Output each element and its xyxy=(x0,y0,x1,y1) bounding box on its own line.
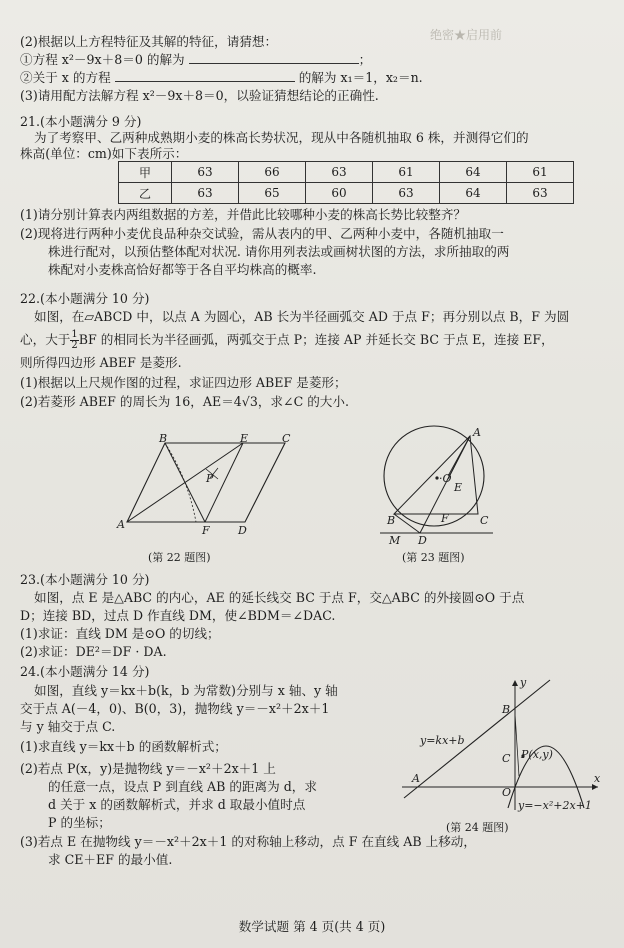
label-e: E xyxy=(454,481,463,494)
segment-oa xyxy=(448,436,470,476)
q24-part2-d: P 的坐标； xyxy=(48,815,111,830)
q24-stem-1: 如图，直线 y＝kx＋b(k，b 为常数)分别与 x 轴、y 轴 xyxy=(34,683,338,698)
q24-stem-3: 与 y 轴交于点 C. xyxy=(20,719,116,734)
q23-part2: (2)求证：DE²＝DF · DA. xyxy=(20,644,167,659)
q24-part2-b: 的任意一点，设点 P 到直线 AB 的距离为 d，求 xyxy=(48,779,317,794)
label-x: x xyxy=(594,772,601,785)
label-a: A xyxy=(473,426,481,439)
label-f: F xyxy=(441,512,449,525)
circumcircle-o xyxy=(384,426,484,526)
q22-stem-3: 则所得四边形 ABEF 是菱形. xyxy=(20,355,182,370)
label-m: M xyxy=(389,534,401,547)
q24-part2-a: (2)若点 P(x，y)是抛物线 y＝－x²＋2x＋1 上 xyxy=(20,761,276,776)
q23-stem-1: 如图，点 E 是△ABC 的内心，AE 的延长线交 BC 于点 F，交△ABC 的外接圆⊙O 于点 xyxy=(34,590,525,605)
fraction-one-half: $\frac{1}{2}$ xyxy=(71,329,78,351)
q24-part3-a: (3)若点 E 在抛物线 y＝－x²＋2x＋1 的对称轴上移动，点 F 在直线 AB 上移动， xyxy=(20,834,476,849)
q24-stem-2: 交于点 A(－4，0)、B(0，3)，抛物线 y＝－x²＋2x＋1 xyxy=(20,701,330,716)
q21-stem-1: 为了考察甲、乙两种成熟期小麦的株高长势状况，现从中各随机抽取 6 株，并测得它们的 xyxy=(34,130,529,145)
label-line-eq: y=kx+b xyxy=(420,734,465,747)
segment-bp xyxy=(515,714,519,776)
label-b: B xyxy=(387,514,396,527)
q22-part2: (2)若菱形 ABEF 的周长为 16，AE＝4√3，求∠C 的大小. xyxy=(20,394,349,409)
q23-title: 23.(本小题满分 10 分) xyxy=(20,572,150,587)
q22-part1: (1)根据以上尺规作图的过程，求证四边形 ABEF 是菱形； xyxy=(20,375,347,390)
label-a: A xyxy=(412,772,420,785)
figure-23 xyxy=(378,424,498,552)
figure-22 xyxy=(110,434,310,544)
label-f: F xyxy=(202,524,210,537)
q21-part2-c: 株配对小麦株高恰好都等于各自平均株高的概率. xyxy=(48,262,317,277)
figure-23-caption: (第 23 题图) xyxy=(402,551,465,564)
q20-part3: (3)请用配方法解方程 x²－9x＋8＝0，以验证猜想结论的正确性. xyxy=(20,88,379,103)
label-o: O xyxy=(502,786,512,799)
q21-part2-a: (2)现将进行两种小麦优良品种杂交试验，需从表内的甲、乙两种小麦中，各随机抽取一 xyxy=(20,226,504,241)
q22-title: 22.(本小题满分 10 分) xyxy=(20,291,150,306)
q21-part2-b: 株进行配对，以预估整体配对状况. 请你用列表法或画树状图的方法，求所抽取的两 xyxy=(48,244,510,259)
q23-stem-2: D；连接 BD，过点 D 作直线 DM，使∠BDM＝∠DAC. xyxy=(20,608,336,623)
label-o: ·O xyxy=(439,472,452,485)
segment-bd xyxy=(394,514,420,533)
arc-from-a xyxy=(165,443,196,522)
label-d: D xyxy=(238,524,247,537)
page-footer: 数学试题 第 4 页(共 4 页) xyxy=(238,919,386,934)
label-b: B xyxy=(502,703,511,716)
label-c: C xyxy=(282,434,291,445)
figure-24 xyxy=(398,676,604,814)
label-c: C xyxy=(480,514,489,527)
label-a: A xyxy=(117,518,125,531)
label-p: P(x,y) xyxy=(521,748,553,761)
q21-stem-2: 株高(单位：cm)如下表所示： xyxy=(20,146,188,161)
q20-part2-2: ②关于 x 的方程 的解为 x₁＝1，x₂＝n. xyxy=(20,70,423,85)
figure-24-caption: (第 24 题图) xyxy=(446,821,509,834)
table-row: 乙 63 65 60 63 64 63 xyxy=(119,183,574,204)
q21-title: 21.(本小题满分 9 分) xyxy=(20,114,142,129)
label-parabola-eq: y=−x²+2x+1 xyxy=(518,799,592,812)
label-c: C xyxy=(502,752,511,765)
label-p: P xyxy=(206,472,214,485)
q21-part1: (1)请分别计算表内两组数据的方差，并借此比较哪种小麦的株高长势比较整齐？ xyxy=(20,207,467,222)
height-table xyxy=(118,161,574,204)
q20-part2-1: ①方程 x²－9x＋8＝0 的解为 ； xyxy=(20,52,372,67)
label-d: D xyxy=(418,534,427,547)
q24-title: 24.(本小题满分 14 分) xyxy=(20,664,150,679)
header-watermark: 绝密★启用前 xyxy=(430,28,503,42)
q20-part2: (2)根据以上方程特征及其解的特征，请猜想： xyxy=(20,34,278,49)
q24-part2-c: d 关于 x 的函数解析式，并求 d 取最小值时点 xyxy=(48,797,306,812)
q23-part1: (1)求证：直线 DM 是⊙O 的切线； xyxy=(20,626,220,641)
label-e: E xyxy=(240,434,249,445)
q22-stem-2: 心，大于 $\frac{1}{2}$ BF 的相同长为半径画弧，两弧交于点 P；连接 AP 并延长交 BC 于点 E，连接 EF， xyxy=(20,329,554,351)
table-row: 甲 63 66 63 61 64 61 xyxy=(119,162,574,183)
label-b: B xyxy=(159,434,168,445)
label-y: y xyxy=(520,676,527,689)
q24-part1: (1)求直线 y＝kx＋b 的函数解析式； xyxy=(20,739,227,754)
figure-22-caption: (第 22 题图) xyxy=(148,551,211,564)
q24-part3-b: 求 CE＋EF 的最小值. xyxy=(48,852,173,867)
y-axis-arrow xyxy=(512,680,518,686)
q22-stem-1: 如图，在▱ABCD 中，以点 A 为圆心，AB 长为半径画弧交 AD 于点 F；再分别以点 B，F 为圆 xyxy=(34,309,570,324)
